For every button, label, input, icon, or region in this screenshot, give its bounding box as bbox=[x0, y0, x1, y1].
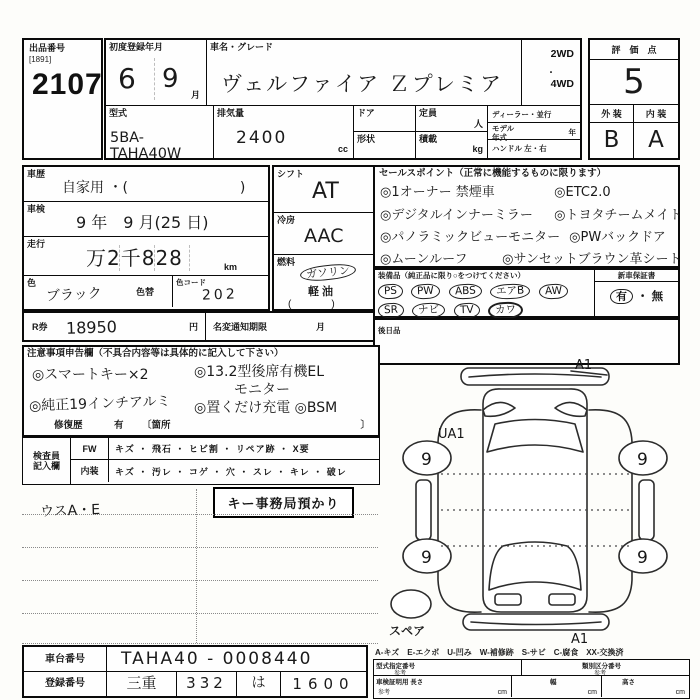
mileage-row bbox=[24, 237, 268, 276]
model-code-label: 型式 bbox=[109, 108, 128, 118]
capacity-label: 定員 bbox=[419, 108, 438, 118]
notes-item-smartkey: ◎スマートキー×2 bbox=[32, 367, 149, 383]
class-number-cell bbox=[522, 660, 689, 675]
type-designation-cell bbox=[374, 660, 522, 675]
fuel-diesel: 軽 油 bbox=[308, 286, 334, 298]
drive-2wd: 2WD bbox=[550, 48, 574, 60]
color-change-label: 色替 bbox=[136, 287, 155, 297]
shift-label: シフト bbox=[277, 169, 305, 179]
model-code-cell bbox=[106, 106, 214, 162]
shift-row bbox=[274, 167, 388, 213]
height-cell bbox=[602, 676, 689, 697]
sales-item: ◎ムーンルーフ bbox=[380, 252, 468, 267]
model-year-label: モデル年式 bbox=[492, 124, 515, 142]
sales-row-4 bbox=[380, 248, 681, 267]
inspector-fw-row bbox=[71, 438, 379, 460]
rticket-row bbox=[22, 311, 390, 342]
displacement-unit: cc bbox=[337, 144, 348, 154]
chassis-number: TAHA40 - 0008440 bbox=[121, 649, 313, 669]
warranty-cell bbox=[595, 270, 678, 316]
chassis-row bbox=[24, 647, 366, 672]
equipment-navi-circled: ナビ bbox=[412, 302, 446, 318]
repair-history-close: 〕 bbox=[360, 420, 370, 431]
equipment-sr-circled: SR bbox=[378, 303, 404, 319]
capacity-unit: 人 bbox=[473, 119, 483, 129]
spare-tire bbox=[391, 590, 431, 618]
memo-line bbox=[22, 580, 378, 581]
damage-legend: A-キズ E-エクボ U-凹み W-補修跡 S-サビ C-腐食 XX-交換済 bbox=[375, 648, 624, 657]
length-label: 車検証明用 長さ bbox=[376, 679, 424, 686]
notes-item-monitor2: モニター bbox=[234, 382, 290, 398]
width-cell bbox=[512, 676, 602, 697]
car-name-value: ヴェルファイア Ｚプレミア bbox=[221, 72, 503, 96]
capacity-cell bbox=[416, 106, 487, 132]
ac-row bbox=[274, 213, 388, 255]
score-value: 5 bbox=[623, 62, 645, 102]
fuel-paren: ( ) bbox=[288, 299, 335, 310]
notes-item-monitor: ◎13.2型後席有機EL bbox=[194, 364, 325, 380]
model-code-value: 5BA-TAHA40W bbox=[110, 130, 182, 162]
header-grid bbox=[104, 38, 582, 160]
sales-points-header: セールスポイント（正常に機能するものに限ります） bbox=[379, 168, 607, 179]
length-ref: 参考 bbox=[378, 690, 391, 696]
interior-row-label: 内装 bbox=[71, 460, 109, 482]
fuel-label: 燃料 bbox=[277, 257, 296, 267]
score-box bbox=[588, 38, 680, 160]
registration-area: 三重 bbox=[107, 672, 177, 696]
wheel-mark-front-right: 9 bbox=[637, 450, 648, 470]
load-unit: kg bbox=[472, 144, 483, 154]
rename-month: 月 bbox=[316, 322, 326, 332]
notes-header: 注意事項申告欄（不具合内容等は具体的に記入して下さい） bbox=[27, 348, 284, 359]
shape-cell bbox=[354, 132, 415, 156]
sales-item: ◎PWバックドア bbox=[569, 230, 666, 245]
load-label: 積載 bbox=[419, 134, 438, 144]
fw-items: キズ ・ 飛石 ・ ヒビ割 ・ リペア跡 ・ X要 bbox=[115, 444, 310, 454]
interior-items: キズ ・ 汚レ ・ コゲ ・ 穴 ・ スレ ・ キレ ・ 破レ bbox=[115, 466, 347, 477]
class-number-ref: 参考 bbox=[594, 671, 607, 677]
dealer-cell bbox=[488, 106, 580, 123]
color-row bbox=[24, 276, 268, 307]
dealer-label: ディーラー・並行 bbox=[492, 110, 552, 119]
length-unit: cm bbox=[497, 689, 507, 696]
interior-label: 内 装 bbox=[645, 109, 667, 119]
type-designation-label: 型式指定番号 bbox=[376, 663, 415, 670]
lot-number-box bbox=[22, 38, 103, 160]
registration-label: 登録番号 bbox=[24, 672, 107, 696]
ac-label: 冷房 bbox=[277, 215, 296, 225]
inspector-label-top: 検査員 bbox=[32, 451, 60, 461]
class-number-label: 類別区分番号 bbox=[582, 663, 621, 670]
inspector-box bbox=[22, 437, 380, 485]
load-cell bbox=[416, 132, 487, 156]
height-label: 高さ bbox=[622, 679, 635, 686]
notes-item-wheels: ◎純正19インチアルミ bbox=[28, 393, 171, 415]
inspection-value: 9 年 9 月(25 日) bbox=[76, 213, 209, 232]
right-side-panel bbox=[589, 410, 632, 612]
mileage-label: 走行 bbox=[27, 239, 46, 249]
sales-item: ◎サンセットブラウン革シート bbox=[502, 252, 682, 267]
score-label: 評 価 点 bbox=[611, 45, 657, 55]
displacement-cell bbox=[214, 106, 354, 158]
drive-cell bbox=[522, 40, 580, 105]
right-rocker-strip bbox=[639, 480, 654, 540]
exterior-label: 外 装 bbox=[590, 105, 634, 122]
inspector-label-bottom: 記入欄 bbox=[32, 461, 60, 471]
left-rocker-strip bbox=[416, 480, 431, 540]
car-name-cell bbox=[207, 40, 522, 105]
memo-line bbox=[22, 547, 378, 548]
sales-item: ◎パノラミックビューモニター bbox=[380, 230, 561, 245]
month-suffix: 月 bbox=[191, 90, 201, 100]
sales-item: ◎1オーナー 禁煙車 bbox=[380, 185, 495, 200]
door-cell bbox=[354, 106, 415, 132]
width-unit: cm bbox=[587, 689, 597, 696]
sales-row-2 bbox=[380, 204, 682, 223]
equipment-header: 装備品（純正品に限り○をつけてください） bbox=[378, 271, 526, 280]
registration-kana: は bbox=[237, 672, 281, 696]
fw-label: FW bbox=[71, 438, 109, 460]
warranty-no: 無 bbox=[651, 291, 664, 303]
registration-row bbox=[24, 672, 366, 696]
rticket-label: R券 bbox=[32, 322, 48, 332]
lot-code: [1891] bbox=[29, 55, 52, 64]
lot-label: 出品番号 bbox=[29, 43, 66, 53]
memo-text: ウスA・E bbox=[39, 501, 101, 521]
first-registration-year: 6 bbox=[118, 62, 136, 95]
warranty-label: 新車保証書 bbox=[595, 270, 678, 282]
handle-cell bbox=[488, 140, 580, 156]
inspection-label: 車検 bbox=[27, 204, 46, 214]
sales-points-box bbox=[373, 165, 683, 268]
spare-label: スペア bbox=[389, 624, 426, 638]
inspector-interior-row bbox=[71, 460, 379, 482]
fuel-row bbox=[274, 255, 388, 309]
height-unit: cm bbox=[675, 689, 685, 696]
car-damage-diagram bbox=[383, 358, 687, 646]
equipment-leather-circled: カワ bbox=[488, 301, 524, 319]
first-registration-month: 9 bbox=[162, 64, 179, 94]
length-cell bbox=[374, 676, 512, 697]
sales-row-3 bbox=[380, 226, 666, 245]
rename-label: 名変通知期限 bbox=[213, 322, 268, 332]
exterior-grade: B bbox=[590, 123, 634, 158]
history-row bbox=[24, 167, 268, 202]
key-office-stamp: キー事務局預かり bbox=[213, 487, 354, 518]
vehicle-info-box bbox=[22, 165, 270, 311]
rticket-value: 18950 bbox=[65, 317, 118, 338]
repair-history-open: 〔箇所 bbox=[142, 420, 171, 431]
color-code-label: 色コード bbox=[176, 278, 206, 287]
wheel-mark-rear-right: 9 bbox=[637, 548, 648, 568]
mileage-unit: km bbox=[224, 262, 238, 272]
model-year-cell bbox=[488, 123, 580, 140]
chassis-table bbox=[22, 645, 368, 698]
later-items-label: 後日品 bbox=[378, 326, 401, 335]
door-label: ドア bbox=[357, 108, 375, 118]
front-damage-label: A1 bbox=[575, 358, 593, 373]
inspection-row bbox=[24, 202, 268, 237]
repair-history-yes: 有 bbox=[114, 420, 124, 431]
rear-damage-label: A1 bbox=[571, 632, 589, 646]
history-value: 自家用 ・( ) bbox=[62, 180, 246, 196]
memo-line bbox=[22, 643, 378, 644]
displacement-value: 2400 bbox=[236, 128, 288, 148]
equipment-row-2 bbox=[378, 300, 527, 319]
model-year-unit: 年 bbox=[568, 128, 576, 137]
car-name-label: 車名・グレード bbox=[210, 42, 274, 52]
first-registration-label: 初度登録年月 bbox=[109, 42, 164, 52]
displacement-label: 排気量 bbox=[217, 108, 245, 118]
sales-item: ◎デジタルインナーミラー bbox=[380, 208, 533, 223]
wheel-mark-front-left: 9 bbox=[421, 450, 432, 470]
equipment-ps-circled: PS bbox=[378, 284, 404, 300]
shape-label: 形状 bbox=[357, 134, 376, 144]
equipment-airbag-circled: エアB bbox=[490, 283, 531, 299]
memo-divider bbox=[196, 489, 197, 643]
handle-label: ハンドル 左・右 bbox=[492, 144, 547, 153]
ac-value: AAC bbox=[304, 225, 344, 247]
rear-bumper bbox=[463, 614, 609, 630]
equipment-aw-circled: AW bbox=[538, 283, 568, 299]
drive-dot: ・ bbox=[546, 68, 556, 79]
sales-item: ◎トヨタチームメイト bbox=[554, 208, 683, 223]
front-left-damage-label: UA1 bbox=[438, 427, 465, 442]
reference-table bbox=[373, 659, 690, 699]
mileage-value: 万2千828 bbox=[86, 246, 183, 270]
color-code-value: 202 bbox=[201, 286, 239, 304]
type-designation-ref: 参考 bbox=[394, 671, 407, 677]
warranty-yes-circled: 有 bbox=[610, 289, 634, 305]
equipment-pw-circled: PW bbox=[411, 284, 440, 300]
history-label: 車歴 bbox=[27, 169, 46, 179]
sales-row-1 bbox=[380, 181, 611, 200]
warranty-sep: ・ bbox=[636, 291, 649, 303]
notes-box bbox=[22, 345, 380, 437]
chassis-label: 車台番号 bbox=[24, 647, 107, 672]
memo-line bbox=[22, 613, 378, 614]
lot-number: 2107 bbox=[32, 68, 103, 101]
equipment-box bbox=[373, 268, 680, 318]
sales-item: ◎ETC2.0 bbox=[554, 185, 611, 200]
car-body-outline bbox=[483, 389, 587, 612]
repair-history-label: 修復歴 bbox=[54, 420, 83, 431]
rticket-unit: 円 bbox=[189, 322, 199, 332]
interior-grade: A bbox=[648, 127, 664, 153]
equipment-row-1 bbox=[378, 281, 572, 299]
width-label: 幅 bbox=[550, 679, 557, 686]
notes-item-charger-bsm: ◎置くだけ充電 ◎BSM bbox=[194, 400, 338, 416]
equipment-tv-circled: TV bbox=[454, 303, 480, 319]
drive-4wd: 4WD bbox=[550, 78, 574, 90]
color-label: 色 bbox=[27, 278, 37, 288]
color-value: ブラック bbox=[45, 285, 103, 305]
registration-number: 1600 bbox=[292, 675, 355, 693]
shift-value: AT bbox=[312, 179, 339, 204]
registration-class: 332 bbox=[177, 672, 237, 696]
equipment-abs-circled: ABS bbox=[448, 283, 481, 299]
wheel-mark-rear-left: 9 bbox=[421, 548, 432, 568]
first-registration-cell bbox=[106, 40, 207, 105]
fuel-gasoline-circled: ガソリン bbox=[299, 262, 356, 283]
